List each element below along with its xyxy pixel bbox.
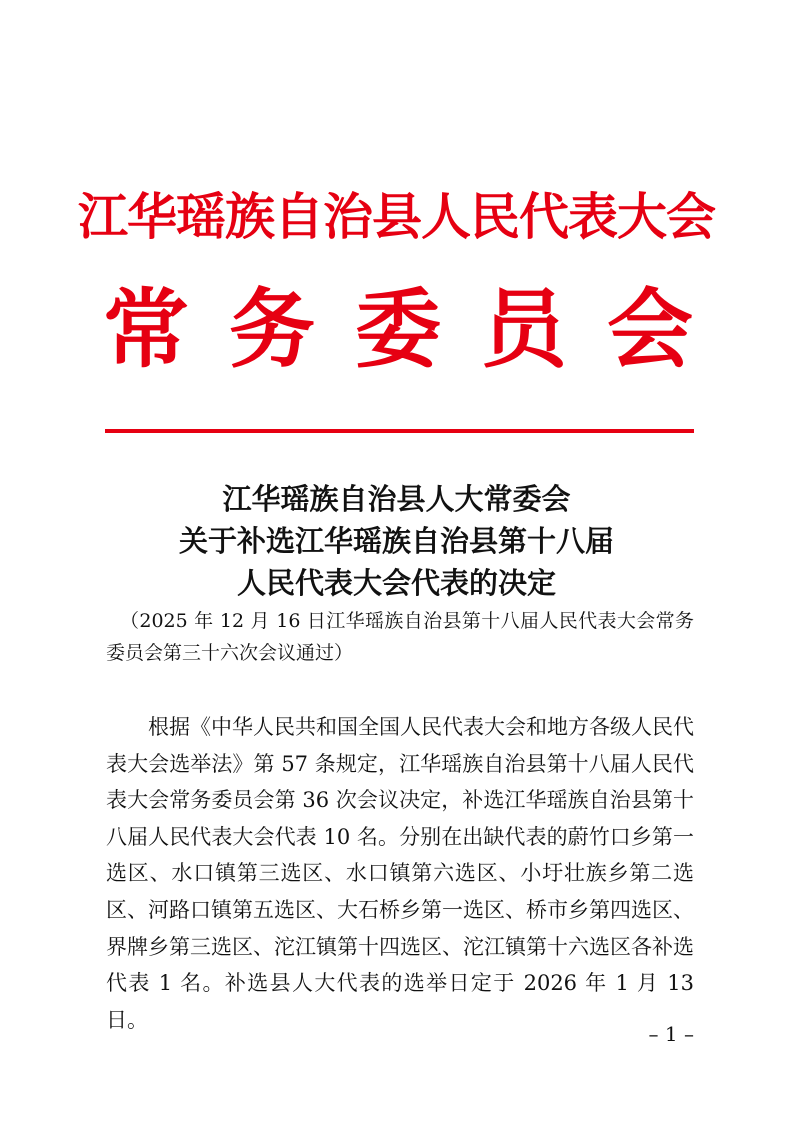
document-title <box>0 478 793 604</box>
committee-char-2: 务 <box>229 279 315 380</box>
committee-char-4: 员 <box>481 279 567 380</box>
decision-body-paragraph: 根据《中华人民共和国全国人民代表大会和地方各级人民代表大会选举法》第 57 条规定，江华瑶族自治县第十八届人民代表大会常务委员会第 36 次会议决定，补选江华瑶族自治县第十八届人民代表大会代表 10 名。分别在出缺代表的蔚竹口乡第一选区、水口镇第三选区、水口镇第六选区、小圩壮族乡第二选区、河路口镇第五选区、大石桥乡第一选区、桥市乡第四选区、界牌乡第三选区、沱江镇第十四选区、沱江镇第十六选区各补选代表 1 名。补选县人大代表的选举日定于 2026 年 1 月 13 日。 <box>106 715 694 1032</box>
issuer-committee-heading <box>103 279 693 380</box>
page-number: – 1 – <box>648 1022 694 1046</box>
title-line-2: 关于补选江华瑶族自治县第十八届 <box>178 524 614 558</box>
title-line-3: 人民代表大会代表的决定 <box>236 566 556 600</box>
committee-char-5: 会 <box>607 279 693 380</box>
issuer-name-heading: 江华瑶族自治县人民代表大会 <box>78 187 715 246</box>
committee-char-1: 常 <box>103 279 189 380</box>
adoption-note: （2025 年 12 月 16 日江华瑶族自治县第十八届人民代表大会常务委员会第三十六次会议通过） <box>106 610 694 664</box>
title-line-1: 江华瑶族自治县人大常委会 <box>222 482 571 516</box>
red-divider-line <box>105 429 694 433</box>
committee-char-3: 委 <box>355 279 441 380</box>
